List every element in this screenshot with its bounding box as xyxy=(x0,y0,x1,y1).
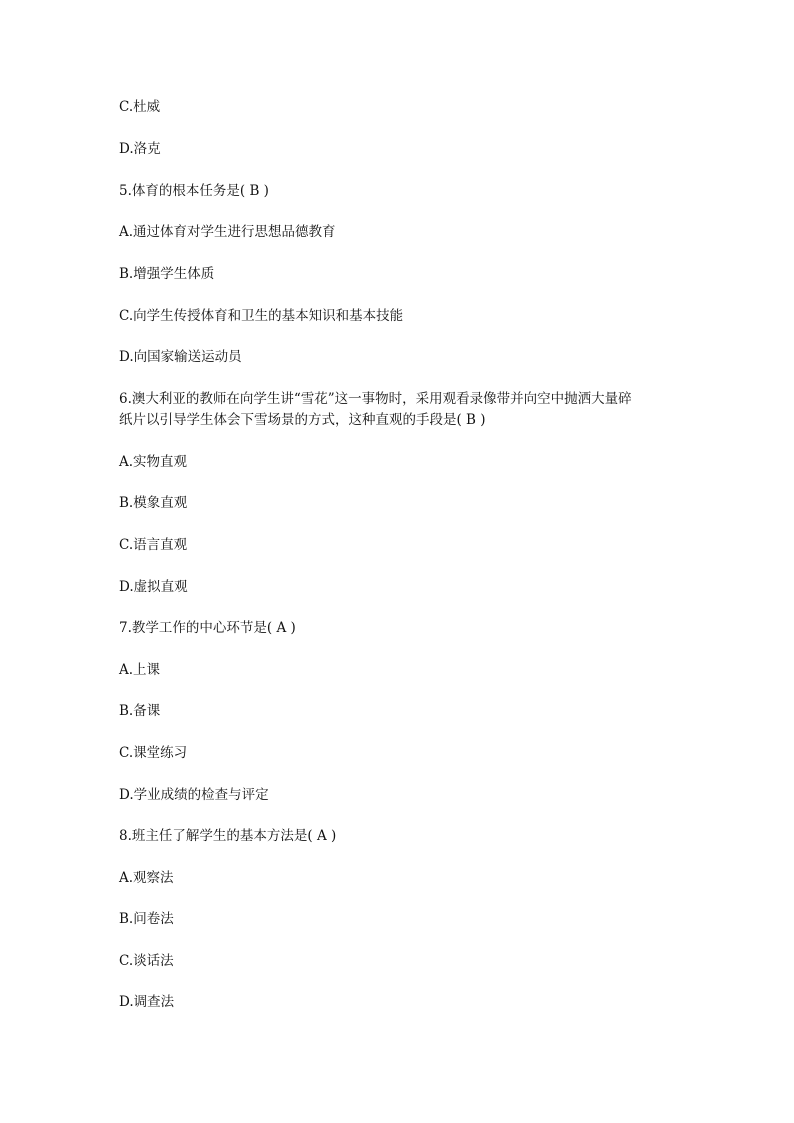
q8-option-d: D.调查法 xyxy=(119,994,175,1010)
question-7: 7.教学工作的中心环节是( A ) xyxy=(119,620,296,636)
q7-option-a: A.上课 xyxy=(119,662,161,678)
q6-option-d: D.虚拟直观 xyxy=(119,579,188,595)
question-6-line-1: 6.澳大利亚的教师在向学生讲“雪花”这一事物时，采用观看录像带并向空中抛洒大量碎 xyxy=(119,391,632,407)
q7-option-d: D.学业成绩的检查与评定 xyxy=(119,787,269,803)
q6-option-b: B.模象直观 xyxy=(119,495,188,511)
q6-option-a: A.实物直观 xyxy=(119,454,188,470)
q8-option-b: B.问卷法 xyxy=(119,911,174,927)
option-c-dewey: C.杜威 xyxy=(119,99,161,115)
question-5: 5.体育的根本任务是( B ) xyxy=(119,183,269,199)
question-8: 8.班主任了解学生的基本方法是( A ) xyxy=(119,828,337,844)
q5-option-d: D.向国家输送运动员 xyxy=(119,349,242,365)
q7-option-c: C.课堂练习 xyxy=(119,745,188,761)
q7-option-b: B.备课 xyxy=(119,703,161,719)
q5-option-a: A.通过体育对学生进行思想品德教育 xyxy=(119,224,336,240)
q5-option-b: B.增强学生体质 xyxy=(119,266,215,282)
q6-option-c: C.语言直观 xyxy=(119,537,188,553)
question-6-line-2: 纸片以引导学生体会下雪场景的方式，这种直观的手段是( B ) xyxy=(119,412,486,428)
q8-option-a: A.观察法 xyxy=(119,870,174,886)
q8-option-c: C.谈话法 xyxy=(119,953,174,969)
q5-option-c: C.向学生传授体育和卫生的基本知识和基本技能 xyxy=(119,308,404,324)
option-d-locke: D.洛克 xyxy=(119,141,161,157)
